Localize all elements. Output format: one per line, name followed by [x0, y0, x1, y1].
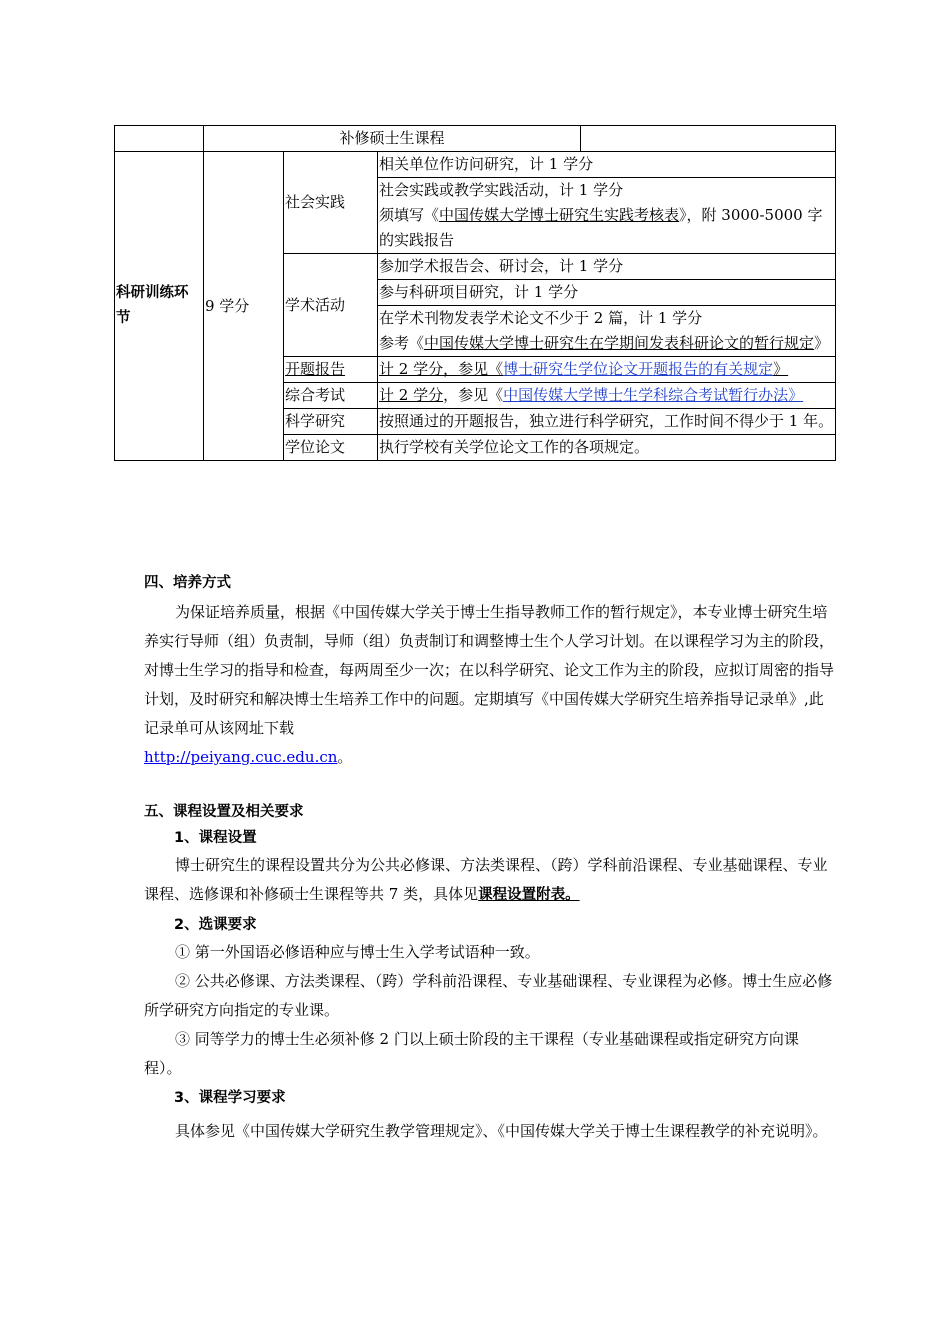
academic-item: 在学术刊物发表学术论文不少于 2 篇，计 1 学分	[378, 306, 836, 332]
social-practice-name: 社会实践	[284, 152, 378, 254]
paragraph-text: 博士研究生的课程设置共分为公共必修课、方法类课程、（跨）学科前沿课程、专业基础课程、专业课程、选修课和补修硕士生课程等共 7 类，具体见	[144, 856, 828, 903]
section-heading: 四、培养方式	[144, 575, 231, 591]
requirement-item: ① 第一外国语必修语种应与博士生入学考试语种一致。	[175, 943, 540, 961]
thesis-item: 执行学校有关学位论文工作的各项规定。	[378, 435, 836, 461]
training-table	[114, 125, 836, 461]
exam-rules-link[interactable]: 中国传媒大学博士生学科综合考试暂行办法	[503, 386, 789, 404]
course-appendix-link[interactable]: 课程设置附表。	[478, 887, 580, 903]
exam-name: 综合考试	[284, 383, 378, 409]
paragraph-text: 。	[337, 748, 353, 766]
proposal-name[interactable]: 开题报告	[284, 357, 378, 383]
subheading: 2、选课要求	[174, 917, 257, 933]
item-text: 社会实践或教学实践活动，计 1 学分	[379, 181, 624, 199]
item-text: 》	[773, 360, 789, 378]
paragraph: 具体参见《中国传媒大学研究生教学管理规定》、《中国传媒大学关于博士生课程教学的补充说明》。	[175, 1122, 828, 1140]
table-row	[115, 152, 836, 178]
section-courses	[144, 799, 836, 1146]
item-text: 》	[814, 334, 830, 352]
academic-name: 学术活动	[284, 254, 378, 357]
item-text: 计 2 学分	[379, 386, 444, 404]
section-training-mode	[144, 570, 836, 772]
peiyang-url-link[interactable]: http://peiyang.cuc.edu.cn	[144, 748, 338, 766]
social-practice-item	[378, 178, 836, 254]
academic-item: 参与科研项目研究，计 1 学分	[378, 280, 836, 306]
thesis-name: 学位论文	[284, 435, 378, 461]
requirement-item: ③ 同等学力的博士生必须补修 2 门以上硕士阶段的主干课程（专业基础课程或指定研究方向课程）。	[144, 1030, 799, 1077]
item-text: 计 2 学分，参见《	[379, 360, 504, 378]
subheading: 3、课程学习要求	[174, 1090, 286, 1106]
item-text: 参考《	[379, 334, 425, 352]
item-text: ，参见《	[443, 386, 504, 404]
paragraph-text: 为保证培养质量，根据《中国传媒大学关于博士生指导教师工作的暂行规定》，本专业博士研究生培养实行导师（组）负责制，导师（组）负责制订和调整博士生个人学习计划。在以课程学习为主的阶段，对博士生学习的指导和检查，每两周至少一次；在以科学研究、论文工作为主的阶段，应拟订周密的指导计划，及时研究和解决博士生培养工作中的问题。定期填写《中国传媒大学研究生培养指导记录单》,此记录单可从该网址下载	[144, 603, 835, 737]
research-name: 科学研究	[284, 409, 378, 435]
social-practice-item: 相关单位作访问研究，计 1 学分	[378, 152, 836, 178]
subheading: 1、课程设置	[174, 830, 257, 846]
table-cell-makeup-courses: 补修硕士生课程	[204, 126, 581, 152]
table-cell-empty	[115, 126, 204, 152]
academic-item: 参加学术报告会、研讨会，计 1 学分	[378, 254, 836, 280]
requirement-item: ② 公共必修课、方法类课程、（跨）学科前沿课程、专业基础课程、专业课程为必修。博士生应必修所学研究方向指定的专业课。	[144, 972, 833, 1019]
paragraph	[144, 598, 836, 772]
proposal-rules-link[interactable]: 博士研究生学位论文开题报告的有关规定	[503, 360, 774, 378]
item-text: 须填写《	[379, 206, 440, 224]
table-cell-empty	[581, 126, 836, 152]
section-heading: 五、课程设置及相关要求	[144, 804, 304, 820]
item-text: 》	[788, 386, 804, 404]
paragraph	[144, 851, 836, 910]
section-label: 科研训练环节	[115, 152, 204, 461]
exam-item	[378, 383, 836, 409]
item-text: 》，附 3000-5000 字的实践报告	[379, 206, 823, 249]
practice-form-link[interactable]: 中国传媒大学博士研究生实践考核表	[439, 206, 680, 224]
paper-rules-link[interactable]: 中国传媒大学博士研究生在学期间发表科研论文的暂行规定	[424, 334, 815, 352]
proposal-item	[378, 357, 836, 383]
section-credits: 9 学分	[204, 152, 284, 461]
research-item: 按照通过的开题报告，独立进行科学研究，工作时间不得少于 1 年。	[378, 409, 836, 435]
academic-item	[378, 331, 836, 357]
table-row	[115, 126, 836, 152]
